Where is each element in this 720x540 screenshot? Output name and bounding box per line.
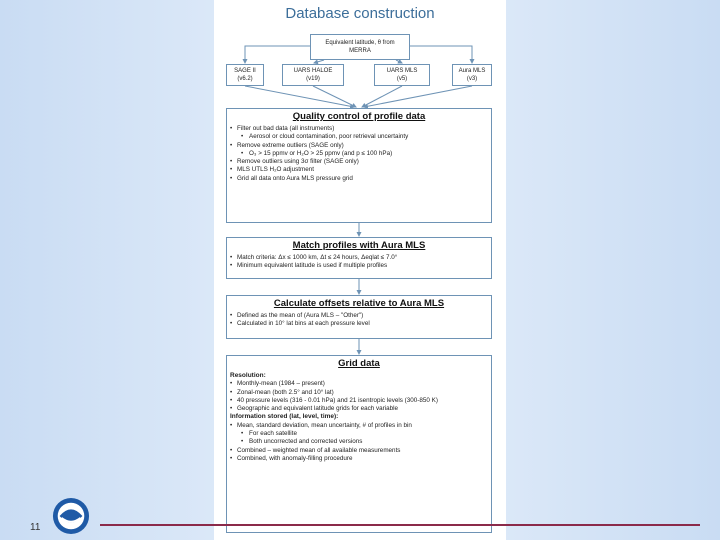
sub-bullet: • Both uncorrected and corrected versions	[227, 438, 491, 446]
source-version: (v6.2)	[237, 76, 253, 82]
diagram-title: Database construction	[285, 5, 435, 22]
bullet-item: • Match criteria: Δx ≤ 1000 km, Δt ≤ 24 hours, Δeqlat ≤ 7.0°	[227, 254, 491, 262]
source-box-haloe	[282, 64, 344, 86]
bullet-item: • Mean, standard deviation, mean uncertainty, # of profiles in bin	[227, 422, 491, 430]
bullet-item: • Grid all data onto Aura MLS pressure grid	[227, 175, 491, 183]
source-box-sage	[226, 64, 264, 86]
arrow-haloe-qc	[313, 86, 356, 107]
bullet-item: • Remove extreme outliers (SAGE only)	[227, 142, 491, 150]
noaa-logo-icon	[52, 497, 90, 535]
qc-list	[227, 125, 491, 183]
sub-bullet: • Aerosol or cloud contamination, poor retrieval uncertainty	[227, 133, 491, 141]
bullet-item: • Minimum equivalent latitude is used if multiple profiles	[227, 262, 491, 270]
arrow-sage-qc	[245, 86, 354, 107]
sub-bullet: • O₃ > 15 ppmv or H₂O > 25 ppmv (and p ≤ 100 hPa)	[227, 150, 491, 158]
source-box-uars-mls	[374, 64, 430, 86]
arrow-eqlat-haloe	[314, 60, 324, 63]
bullet-item: • Calculated in 10° lat bins at each pressure level	[227, 320, 491, 328]
bullet-item: • Defined as the mean of (Aura MLS – "Other")	[227, 312, 491, 320]
arrow-uarsmls-qc	[362, 86, 402, 107]
arrow-eqlat-sage	[245, 46, 310, 63]
sub-bullet: • For each satellite	[227, 430, 491, 438]
bullet-item: • Filter out bad data (all instruments)	[227, 125, 491, 133]
footer-rule	[100, 524, 700, 526]
offsets-title: Calculate offsets relative to Aura MLS	[273, 298, 445, 309]
source-name: SAGE II	[234, 68, 256, 74]
offsets-box	[226, 295, 492, 339]
bullet-item: • MLS UTLS H₂O adjustment	[227, 166, 491, 174]
grid-title: Grid data	[338, 358, 380, 369]
source-box-aura-mls	[452, 64, 492, 86]
section-heading: Resolution:	[230, 372, 266, 379]
bullet-item: • Geographic and equivalent latitude grids for each variable	[227, 405, 491, 413]
arrow-auramls-qc	[364, 86, 472, 107]
grid-list	[227, 372, 491, 463]
source-version: (v5)	[396, 76, 408, 82]
grid-box	[226, 355, 492, 533]
match-title: Match profiles with Aura MLS	[292, 240, 426, 251]
offsets-list	[227, 312, 491, 329]
source-name: UARS HALOE	[293, 68, 333, 74]
source-name: UARS MLS	[386, 68, 418, 74]
source-version: (v3)	[466, 76, 478, 82]
bullet-item: • Zonal-mean (both 2.5° and 10° lat)	[227, 389, 491, 397]
bullet-item: • Monthly-mean (1984 – present)	[227, 380, 491, 388]
bullet-item: • 40 pressure levels (316 - 0.01 hPa) and 21 isentropic levels (300-850 K)	[227, 397, 491, 405]
arrow-eqlat-uarsmls	[396, 60, 402, 63]
qc-box	[226, 108, 492, 223]
bullet-item: • Combined, with anomaly-filling procedure	[227, 455, 491, 463]
equiv-lat-text: Equivalent latitude, θ from MERRA	[325, 40, 395, 54]
source-version: (v19)	[306, 76, 320, 82]
diagram-panel	[214, 0, 506, 540]
section-heading: Information stored (lat, level, time):	[230, 413, 339, 421]
bullet-item: • Remove outliers using 3σ filter (SAGE only)	[227, 158, 491, 166]
match-box	[226, 237, 492, 279]
qc-title: Quality control of profile data	[292, 111, 426, 122]
bullet-item: • Combined – weighted mean of all available measurements	[227, 447, 491, 455]
equiv-lat-box	[310, 34, 410, 60]
slide-number: 11	[30, 522, 41, 533]
arrow-eqlat-auramls	[410, 46, 472, 63]
source-name: Aura MLS	[458, 68, 486, 74]
match-list	[227, 254, 491, 271]
